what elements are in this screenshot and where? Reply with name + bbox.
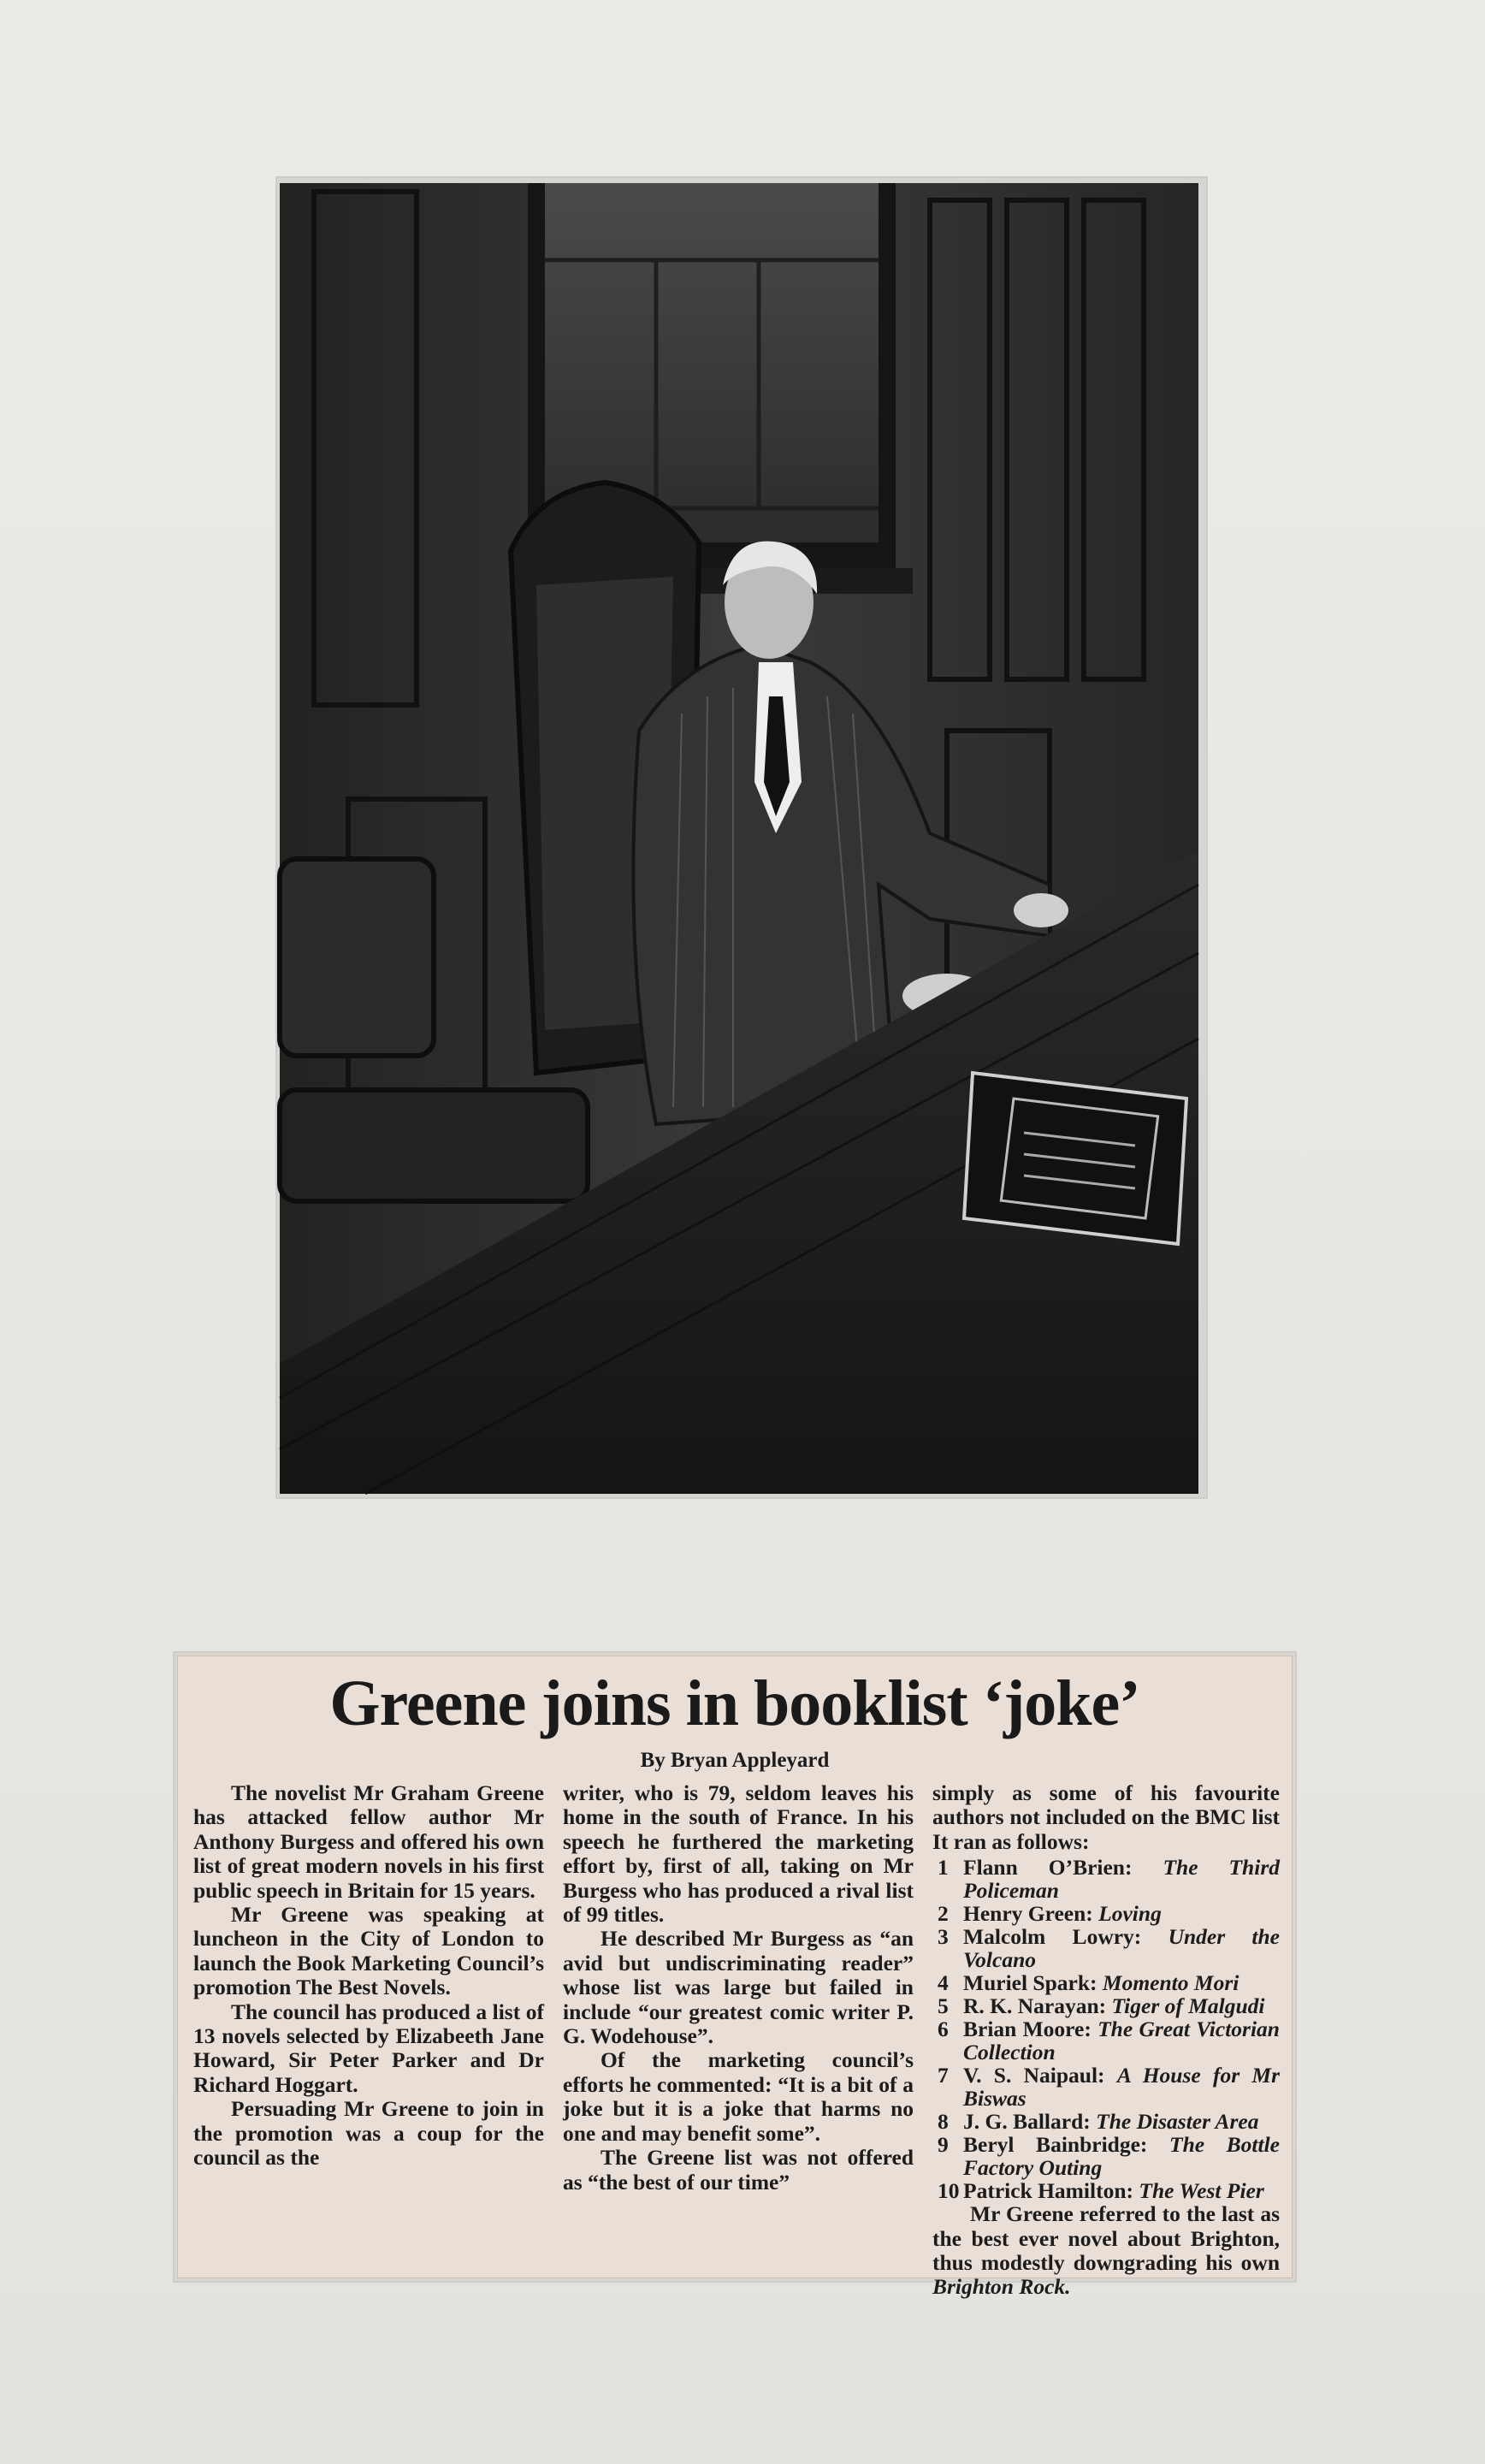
list-item: 6 Brian Moore: The Great Victorian Collection [938,2017,1280,2065]
list-item: 8 J. G. Ballard: The Disaster Area [938,2109,1259,2135]
article-column-3 [932,1781,1280,2300]
list-item: 9 Beryl Bainbridge: The Bottle Factory Outing [938,2132,1280,2181]
list-item: 5 R. K. Narayan: Tiger of Malgudi [938,1993,1265,2019]
paragraph: Mr Greene referred to the last as the best ever novel about Brighton, thus modestly downgrading his own Brighton Rock. [932,2201,1280,2300]
book-list [932,1856,1280,2202]
article-column-2 [563,1781,914,2194]
paragraph: The council has produced a list of 13 novels selected by Elizabeeth Jane Howard, Sir Peter Parker and Dr Richard Hoggart. [193,1999,544,2097]
photo-illustration [280,183,1198,1494]
list-item: 1 Flann O’Brien: The Third Policeman [938,1855,1280,1904]
paragraph: Persuading Mr Greene to join in the promotion was a coup for the council as the [193,2096,544,2171]
paragraph: He described Mr Burgess as “an avid but undiscriminating reader” whose list was large but failed in include “our greatest comic writer P. G. Wodehouse”. [563,1926,914,2049]
headline: Greene joins in booklist ‘joke’ [329,1667,1140,1739]
list-item: 2 Henry Green: Loving [938,1901,1162,1927]
article-column-1 [193,1781,544,2171]
paragraph: Of the marketing council’s efforts he commented: “It is a bit of a joke but it is a joke that harms no one and may benefit some”. [563,2047,914,2146]
list-item: 7 V. S. Naipaul: A House for Mr Biswas [938,2063,1281,2112]
byline: By Bryan Appleyard [640,1749,830,1772]
newspaper-clipping [178,1656,1292,2300]
paragraph: Mr Greene was speaking at luncheon in the City of London to launch the Book Marketing Council’s promotion The Best Novels. [193,1902,544,2000]
black-and-white-photograph [280,183,1198,1494]
empty-chair [280,859,434,1056]
paragraph: simply as some of his favourite authors not included on the BMC list It ran as follows: [932,1780,1280,1854]
list-item: 3 Malcolm Lowry: Under the Volcano [938,1924,1280,1973]
list-item: 4 Muriel Spark: Momento Mori [938,1970,1239,1996]
list-item: 10 Patrick Hamilton: The West Pier [938,2178,1264,2204]
paragraph: writer, who is 79, seldom leaves his home in the south of France. In his speech he furthered the marketing effort by, first of all, taking on Mr Burgess who has produced a rival list of 99 titles. [563,1780,914,1928]
paragraph: The Greene list was not offered as “the best of our time” [563,2145,914,2194]
paragraph: The novelist Mr Graham Greene has attacked fellow author Mr Anthony Burgess and offered his own list of great modern novels in his first public speech in Britain for 15 years. [193,1780,544,1903]
book-on-table [964,1073,1186,1244]
